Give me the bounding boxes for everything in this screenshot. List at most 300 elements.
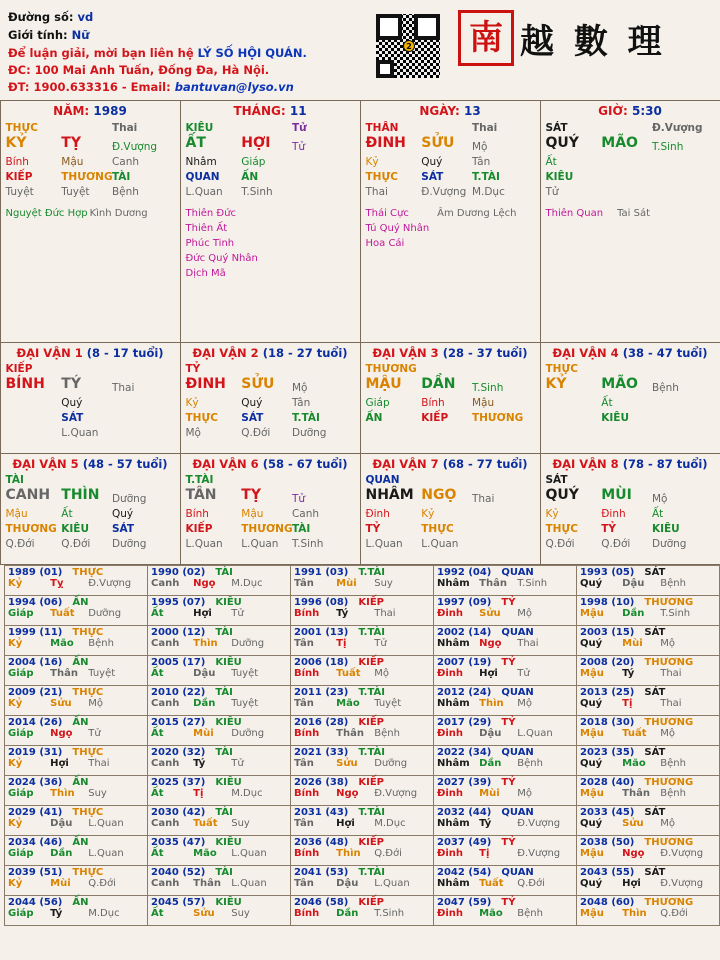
dv-hidden-state: L.Quan (61, 426, 99, 439)
year-cell[interactable] (434, 896, 577, 926)
year-cell[interactable] (148, 776, 291, 806)
extra-item: Phúc Tinh (185, 237, 235, 249)
year-label: 2032 (44) (437, 807, 492, 818)
dai-van-name: ĐẠI VẬN 1 (16, 345, 83, 360)
pillar-branch-state: Mộ (471, 140, 488, 153)
dv-hidden-god: THỰC (185, 411, 218, 424)
year-label: 2011 (23) (294, 687, 349, 698)
hidden-state: Thai (365, 185, 388, 198)
year-god: SÁT (644, 687, 666, 698)
pillar-branch-state: T.Sinh (651, 140, 684, 153)
year-cell[interactable] (434, 566, 577, 596)
year-stem: Canh (151, 758, 180, 769)
year-branch: Dần (193, 698, 216, 709)
year-cell[interactable] (577, 566, 720, 596)
year-god: KIÊU (215, 777, 242, 788)
year-god: ẤN (72, 657, 89, 668)
year-branch: Dậu (479, 728, 502, 739)
year-cell[interactable] (148, 866, 291, 896)
year-state: Tử (231, 758, 244, 769)
year-god: THƯƠNG (644, 597, 694, 608)
year-branch: Thìn (336, 848, 361, 859)
pillar-title (186, 104, 355, 118)
extra-item: Hoa Cái (365, 237, 405, 249)
year-state: Tử (88, 728, 101, 739)
year-stem: Mậu (580, 848, 604, 859)
year-state: Suy (231, 908, 250, 919)
year-state: Dưỡng (231, 728, 265, 739)
year-branch: Mùi (622, 638, 643, 649)
year-cell[interactable] (5, 626, 148, 656)
hidden-god: THỰC (365, 170, 398, 183)
dv-hidden-state: Q.Đới (545, 537, 575, 550)
year-state: Thai (517, 638, 539, 649)
year-branch: Hợi (336, 818, 355, 829)
year-stem: Đinh (437, 728, 464, 739)
dv-hidden-stem: Ất (651, 507, 664, 520)
hidden-god: KIẾP (5, 170, 33, 183)
dv-hidden-stem: Mậu (471, 396, 495, 409)
year-label: 2041 (53) (294, 867, 349, 878)
brand-logo-text: 越 數 理 (520, 21, 666, 62)
pillar-hidden-stems (546, 155, 715, 170)
year-state: Đ.Vượng (660, 848, 704, 859)
year-cell[interactable] (291, 566, 434, 596)
dv-stem: CANH (5, 486, 51, 503)
gender-value: Nữ (71, 28, 90, 42)
year-state: M.Dục (374, 818, 406, 829)
year-stem: Kỷ (8, 818, 23, 829)
dv-hidden-stem: Canh (291, 507, 320, 520)
year-label: 2033 (45) (580, 807, 635, 818)
table-row (5, 566, 720, 596)
dv-branch: DẦN (421, 375, 456, 392)
dai-van-1 (0, 342, 181, 454)
dv-branch-state: Mộ (291, 381, 308, 394)
year-label: 1999 (11) (8, 627, 63, 638)
year-state: Tuyệt (231, 668, 259, 679)
extra-item: Đức Quý Nhân (185, 252, 258, 264)
year-cell[interactable] (434, 716, 577, 746)
year-branch: Sửu (622, 818, 644, 829)
year-cell[interactable] (577, 806, 720, 836)
year-cell[interactable] (5, 566, 148, 596)
year-stem: Nhâm (437, 818, 470, 829)
dv-hidden-god: KIẾP (185, 522, 213, 535)
year-state: M.Dục (231, 788, 263, 799)
year-branch: Dậu (336, 878, 359, 889)
year-god: QUAN (501, 807, 534, 818)
year-label: 1992 (04) (437, 567, 492, 578)
year-cell[interactable] (291, 776, 434, 806)
year-cell[interactable] (434, 686, 577, 716)
pillar-title-value: 13 (463, 103, 481, 118)
dv-hidden-god: THỰC (421, 522, 454, 535)
year-label: 2017 (29) (437, 717, 492, 728)
year-cell[interactable] (148, 596, 291, 626)
year-cell[interactable] (434, 776, 577, 806)
year-label: 2012 (24) (437, 687, 492, 698)
year-god: THƯƠNG (644, 837, 694, 848)
year-branch: Dần (479, 758, 502, 769)
year-stem: Quý (580, 818, 603, 829)
year-god: QUAN (501, 687, 534, 698)
pillar-extras (6, 206, 175, 221)
year-branch: Thân (622, 788, 650, 799)
year-cell[interactable] (577, 596, 720, 626)
year-cell[interactable] (291, 656, 434, 686)
year-stem: Giáp (8, 728, 34, 739)
year-cell[interactable] (291, 806, 434, 836)
year-label: 2043 (55) (580, 867, 635, 878)
year-god: SÁT (644, 867, 666, 878)
extra-item: Thiên Ất (185, 222, 228, 234)
dv-hidden-stem: Quý (111, 507, 134, 520)
year-stem: Bính (294, 788, 320, 799)
dv-hidden-god: ẤN (365, 411, 383, 424)
pillar-title (366, 104, 535, 118)
year-stem: Tân (294, 698, 314, 709)
year-branch: Dậu (622, 578, 645, 589)
extra-item: Thiên Đức (185, 207, 236, 219)
hidden-god: T.TÀI (471, 170, 500, 183)
year-god: TỶ (501, 837, 516, 848)
dv-hidden-god: THƯƠNG (5, 522, 57, 535)
pillar-day (360, 100, 541, 343)
hidden-god: ẤN (241, 170, 259, 183)
dai-van-4 (540, 342, 720, 454)
year-branch: Ngọ (193, 578, 216, 589)
year-label: 2048 (60) (580, 897, 635, 908)
year-cell[interactable] (434, 626, 577, 656)
year-branch: Thân (336, 728, 364, 739)
year-label: 2029 (41) (8, 807, 63, 818)
dv-hidden-stem: Quý (61, 396, 83, 409)
year-stem: Quý (580, 698, 603, 709)
year-god: TÀI (215, 567, 233, 578)
year-god: KIẾP (358, 837, 385, 848)
year-label: 2021 (33) (294, 747, 349, 758)
dv-hidden-stem: Bính (421, 396, 445, 409)
year-cell[interactable] (291, 596, 434, 626)
year-stem: Canh (151, 638, 180, 649)
year-branch: Ngọ (336, 788, 359, 799)
dv-branch-state: Thai (111, 381, 135, 394)
year-cell[interactable] (577, 866, 720, 896)
year-branch: Sửu (479, 608, 501, 619)
dai-van-range: (68 - 77 tuổi) (442, 456, 528, 471)
year-stem: Bính (294, 608, 320, 619)
email-link[interactable]: bantuvan@lyso.vn (174, 80, 294, 94)
year-branch: Tuất (193, 818, 218, 829)
year-cell[interactable] (577, 836, 720, 866)
pillar-branch-state: Đ.Vượng (111, 140, 158, 153)
year-stem: Đinh (437, 908, 464, 919)
year-state: Tuyệt (88, 668, 116, 679)
year-cell[interactable] (5, 776, 148, 806)
dv-branch-state: Tử (291, 492, 306, 505)
year-label: 1997 (09) (437, 597, 492, 608)
dv-hidden-state: Q.Đới (601, 537, 631, 550)
pillar-branch: SỬU (421, 134, 455, 151)
year-cell[interactable] (148, 686, 291, 716)
contact-address: ĐC: 100 Mai Anh Tuấn, Đống Đa, Hà Nội. (8, 63, 270, 77)
dv-hidden-god: KIẾP (421, 411, 449, 424)
year-branch: Tuất (622, 728, 647, 739)
year-label: 2006 (18) (294, 657, 349, 668)
year-stem: Canh (151, 698, 180, 709)
year-label: 2009 (21) (8, 687, 63, 698)
year-state: Đ.Vượng (88, 578, 132, 589)
pillar-hidden-gods (6, 170, 175, 185)
extra-item: Kình Dương (89, 207, 148, 219)
hidden-stem: Bính (5, 155, 29, 168)
year-branch: Sửu (193, 908, 215, 919)
year-label: 2023 (35) (580, 747, 635, 758)
dai-van-title (186, 346, 355, 360)
year-state: Bệnh (374, 728, 400, 739)
year-stem: Ất (151, 848, 164, 859)
year-label: 2031 (43) (294, 807, 349, 818)
table-row (5, 896, 720, 926)
year-cell[interactable] (5, 836, 148, 866)
year-state: Tử (231, 608, 244, 619)
year-stem: Nhâm (437, 638, 470, 649)
year-god: T.TÀI (358, 627, 385, 638)
year-cell[interactable] (434, 746, 577, 776)
year-label: 1998 (10) (580, 597, 635, 608)
dv-god: THƯƠNG (365, 362, 417, 375)
year-branch: Hợi (622, 878, 641, 889)
qr-center-badge: 2 (403, 40, 415, 52)
hidden-state: Tuyệt (61, 185, 90, 198)
year-state: Q.Đới (660, 908, 688, 919)
year-god: QUAN (501, 627, 534, 638)
year-state: Dưỡng (374, 758, 408, 769)
pillar-stem-branch-row (366, 136, 535, 155)
year-god: T.TÀI (358, 567, 385, 578)
dai-van-title (546, 346, 715, 360)
header-info (8, 6, 368, 97)
year-cell[interactable] (148, 746, 291, 776)
year-label: 2022 (34) (437, 747, 492, 758)
dv-god: T.TÀI (185, 473, 214, 486)
dv-god: THỰC (545, 362, 578, 375)
year-god: TÀI (215, 687, 233, 698)
table-row (5, 626, 720, 656)
dv-hidden-stem: Đinh (601, 507, 626, 520)
year-stem: Đinh (437, 608, 464, 619)
year-stem: Kỷ (8, 878, 23, 889)
year-cell[interactable] (5, 746, 148, 776)
year-god: KIẾP (358, 597, 385, 608)
pillar-month (180, 100, 361, 343)
year-label: 2030 (42) (151, 807, 206, 818)
dv-branch-state: Dưỡng (111, 492, 147, 505)
year-cell[interactable] (5, 656, 148, 686)
hidden-god: THƯƠNG (61, 170, 113, 183)
dv-branch-state: Mộ (651, 492, 668, 505)
year-stem: Mậu (580, 908, 604, 919)
year-cell[interactable] (148, 806, 291, 836)
pillar-branch: HỢI (241, 134, 271, 151)
hidden-stem: Tân (471, 155, 491, 168)
year-cell[interactable] (291, 746, 434, 776)
dv-hidden-god: SÁT (61, 411, 84, 424)
year-god: KIÊU (215, 597, 242, 608)
year-cell[interactable] (148, 626, 291, 656)
year-cell[interactable] (434, 806, 577, 836)
year-state: Q.Đới (374, 848, 402, 859)
extra-item: Tú Quý Nhân (365, 222, 430, 234)
year-cell[interactable] (577, 716, 720, 746)
year-god: TỶ (501, 777, 516, 788)
year-god: QUAN (501, 567, 534, 578)
year-cell[interactable] (577, 776, 720, 806)
year-branch: Dần (50, 848, 73, 859)
year-branch: Hợi (479, 668, 498, 679)
pillar-god: THÂN (365, 121, 399, 134)
year-label: 2016 (28) (294, 717, 349, 728)
year-cell[interactable] (148, 836, 291, 866)
year-god: ẤN (72, 717, 89, 728)
year-stem: Ất (151, 668, 164, 679)
year-cell[interactable] (148, 716, 291, 746)
year-god: THỰC (72, 807, 104, 818)
dai-van-row-1 (0, 342, 720, 453)
dv-hidden-god: TỶ (365, 522, 381, 535)
year-cell[interactable] (577, 626, 720, 656)
pillar-stem-branch-row (546, 136, 715, 155)
year-stem: Bính (294, 668, 320, 679)
year-branch: Thìn (622, 908, 647, 919)
year-cell[interactable] (148, 656, 291, 686)
dai-van-2 (180, 342, 361, 454)
year-state: Bệnh (88, 638, 114, 649)
year-label: 1991 (03) (294, 567, 349, 578)
hidden-state: Đ.Vượng (421, 185, 467, 198)
year-state: Mộ (517, 788, 532, 799)
year-stem: Canh (151, 818, 180, 829)
dai-van-name: ĐẠI VẬN 2 (192, 345, 259, 360)
dai-van-title (366, 346, 535, 360)
pillar-hidden-gods (546, 170, 715, 185)
year-label: 2042 (54) (437, 867, 492, 878)
pillar-year (0, 100, 181, 343)
dv-hidden-god: TÀI (291, 522, 311, 535)
year-branch: Sửu (50, 698, 72, 709)
year-label: 2034 (46) (8, 837, 63, 848)
year-god: THỰC (72, 867, 104, 878)
year-stem: Tân (294, 578, 314, 589)
year-cell[interactable] (577, 656, 720, 686)
dv-hidden-god: SÁT (111, 522, 134, 535)
year-cell[interactable] (148, 896, 291, 926)
year-god: KIÊU (215, 657, 242, 668)
pillar-title-label: GIỜ: (598, 103, 628, 118)
year-state: Thai (660, 668, 682, 679)
brand-block (458, 6, 666, 66)
year-label: 2026 (38) (294, 777, 349, 788)
year-cell[interactable] (5, 596, 148, 626)
pillar-hidden-states (546, 185, 715, 200)
dv-branch: TÝ (61, 375, 81, 392)
year-label: 1995 (07) (151, 597, 206, 608)
year-cell[interactable] (5, 896, 148, 926)
year-label: 1990 (02) (151, 567, 206, 578)
dai-van-range: (28 - 37 tuổi) (442, 345, 528, 360)
year-cell[interactable] (5, 806, 148, 836)
year-god: THỰC (72, 687, 104, 698)
pillar-branch-state: Tử (291, 140, 306, 153)
dv-hidden-state: L.Quan (421, 537, 459, 550)
year-label: 1996 (08) (294, 597, 349, 608)
qr-code[interactable] (376, 14, 440, 78)
dv-hidden-god: KIÊU (651, 522, 680, 535)
year-cell[interactable] (291, 716, 434, 746)
pillar-extras (546, 206, 715, 221)
year-cell[interactable] (434, 656, 577, 686)
year-god: KIẾP (358, 657, 385, 668)
year-branch: Dần (336, 908, 359, 919)
year-cell[interactable] (291, 626, 434, 656)
pillar-hidden-gods (366, 170, 535, 185)
dv-hidden-state: Dưỡng (651, 537, 687, 550)
year-state: Đ.Vượng (374, 788, 418, 799)
table-row (5, 866, 720, 896)
year-god: THƯƠNG (644, 657, 694, 668)
year-cell[interactable] (291, 866, 434, 896)
year-cell[interactable] (148, 566, 291, 596)
year-cell[interactable] (434, 836, 577, 866)
year-cell[interactable] (291, 896, 434, 926)
year-cell[interactable] (577, 746, 720, 776)
contact-note-1-text: Để luận giải, mời bạn liên hệ (8, 46, 198, 60)
dv-hidden-stem: Bính (185, 507, 209, 520)
hidden-stem: Nhâm (185, 155, 217, 168)
dv-hidden-god: THỰC (545, 522, 578, 535)
year-cell[interactable] (5, 716, 148, 746)
year-cell[interactable] (577, 896, 720, 926)
year-cell[interactable] (434, 596, 577, 626)
table-row (5, 716, 720, 746)
year-branch: Tý (50, 908, 63, 919)
year-cell[interactable] (291, 686, 434, 716)
year-label: 2007 (19) (437, 657, 492, 668)
year-state: Mộ (88, 698, 103, 709)
year-state: T.Sinh (517, 578, 548, 589)
year-cell[interactable] (291, 836, 434, 866)
pillar-god-row (546, 121, 715, 136)
dv-stem: BÍNH (5, 375, 45, 392)
dai-van-name: ĐẠI VẬN 3 (372, 345, 439, 360)
dv-stem: NHÂM (365, 486, 414, 503)
year-state: T.Sinh (660, 608, 691, 619)
year-god: SÁT (644, 807, 666, 818)
pillar-god-row (186, 121, 355, 136)
year-cell[interactable] (5, 686, 148, 716)
road-value: vd (77, 10, 94, 24)
year-cell[interactable] (434, 866, 577, 896)
year-stem: Đinh (437, 848, 464, 859)
table-row (5, 656, 720, 686)
year-cell[interactable] (5, 866, 148, 896)
phone-text: ĐT: 1900.633316 - Email: (8, 80, 175, 94)
year-god: THƯƠNG (644, 717, 694, 728)
dai-van-range: (38 - 47 tuổi) (622, 345, 708, 360)
year-stem: Kỷ (8, 758, 23, 769)
year-cell[interactable] (577, 686, 720, 716)
